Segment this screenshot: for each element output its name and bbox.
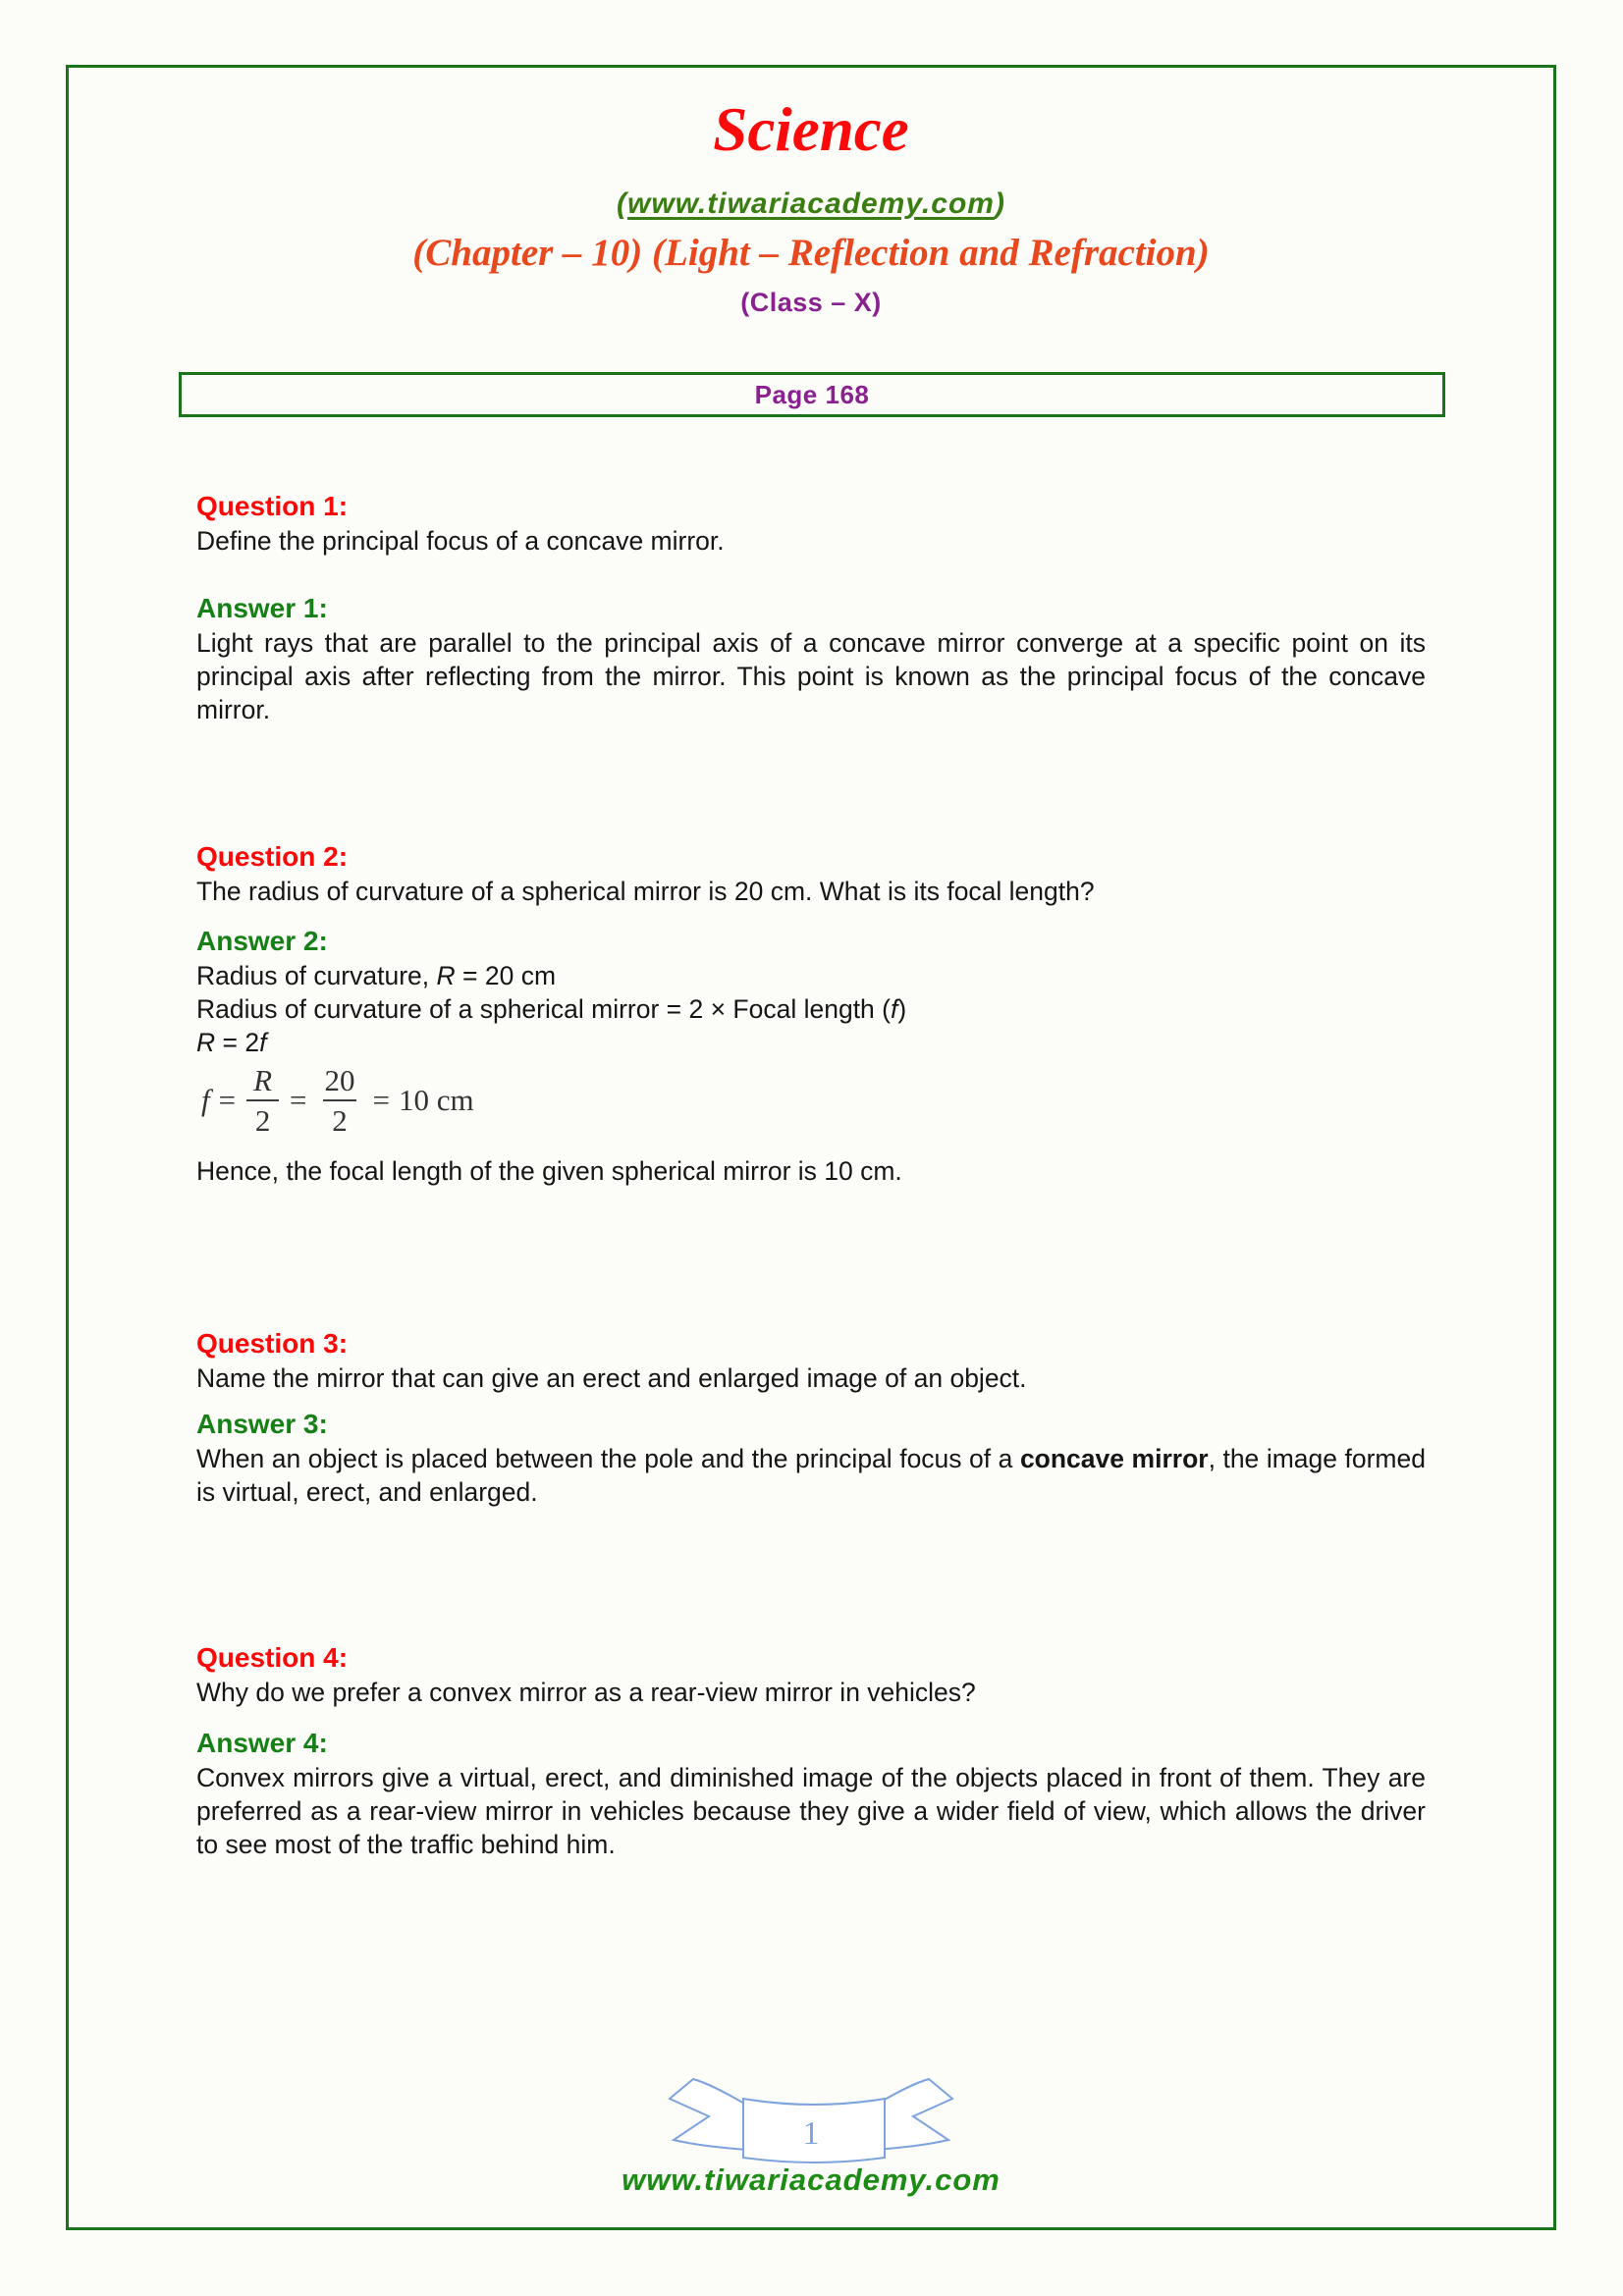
answer-1-text: Light rays that are parallel to the principal axis of a concave mirror converge at a specific point on its principal axis after reflecting from the mirror. This point is known as the principal focus of the concave mirror. [196, 628, 1426, 724]
site-link-line [66, 187, 1556, 222]
answer-3-bold-term: concave mirror [1019, 1444, 1209, 1473]
answer-2-label: Answer 2: [196, 926, 328, 956]
question-3-label: Question 3: [196, 1328, 349, 1359]
question-2-text: The radius of curvature of a spherical mirror is 20 cm. What is its focal length? [196, 877, 1095, 906]
question-4-text: Why do we prefer a convex mirror as a rear-view mirror in vehicles? [196, 1678, 976, 1707]
focal-length-formula [201, 1064, 474, 1138]
fraction-R-over-2: $\frac{R}{2}$ [244, 1064, 281, 1138]
answer-2-line-3: R = 2f [196, 1028, 267, 1057]
answer-4-section [196, 1726, 1426, 1861]
question-2-section [196, 839, 1426, 908]
site-link[interactable]: www.tiwariacademy.com [627, 187, 995, 220]
footer-site-link[interactable]: www.tiwariacademy.com [622, 2163, 1001, 2197]
question-4-label: Question 4: [196, 1642, 349, 1673]
formula-result: 10 cm [399, 1083, 474, 1118]
ribbon-right-tail [876, 2079, 952, 2150]
site-link-suffix: ) [994, 187, 1005, 220]
question-4-section [196, 1640, 1426, 1709]
variable-f: f [259, 1028, 267, 1057]
answer-2-section [196, 924, 1426, 1059]
variable-R: R [196, 1028, 216, 1057]
site-link-prefix: ( [617, 187, 628, 220]
fraction-20-over-2: $\frac{20}{2}$ [324, 1063, 355, 1139]
page-number-ribbon [664, 2073, 958, 2171]
answer-4-text: Convex mirrors give a virtual, erect, and diminished image of the objects placed in front of them. They are preferred as a rear-view mirror in vehicles because they give a wider field of view, which allows the driver to see most of the traffic behind him. [196, 1763, 1426, 1859]
answer-3-section [196, 1407, 1426, 1509]
page-banner [179, 372, 1445, 417]
answer-4-label: Answer 4: [196, 1728, 328, 1758]
answer-3-text: When an object is placed between the pole and the principal focus of a concave mirror, the image formed is virtual, erect, and enlarged. [196, 1444, 1426, 1507]
formula-lhs: f [201, 1083, 210, 1118]
answer-2-line-2: Radius of curvature of a spherical mirror = 2 × Focal length (f) [196, 994, 907, 1024]
answer-1-section [196, 591, 1426, 726]
ribbon-left-tail [670, 2079, 746, 2150]
equals-sign: = [290, 1083, 307, 1118]
variable-f: f [891, 994, 898, 1024]
chapter-title: (Chapter – 10) (Light – Reflection and Refraction) [412, 232, 1210, 274]
equals-sign: = [372, 1083, 391, 1118]
question-3-text: Name the mirror that can give an erect and enlarged image of an object. [196, 1363, 1027, 1393]
question-3-section [196, 1326, 1426, 1395]
answer-2-conclusion: Hence, the focal length of the given spherical mirror is 10 cm. [196, 1156, 902, 1186]
question-1-section [196, 489, 1426, 558]
class-line: (Class – X) [740, 288, 882, 317]
page-banner-label: Page 168 [754, 380, 870, 409]
variable-R: R [436, 961, 456, 990]
question-1-text: Define the principal focus of a concave mirror. [196, 526, 725, 556]
page-number: 1 [802, 2115, 820, 2152]
question-2-label: Question 2: [196, 841, 349, 872]
answer-2-line-1: Radius of curvature, R = 20 cm [196, 961, 557, 990]
equals-sign: = [218, 1083, 237, 1118]
question-1-label: Question 1: [196, 491, 349, 521]
answer-1-label: Answer 1: [196, 593, 328, 623]
answer-3-label: Answer 3: [196, 1409, 328, 1439]
doc-title: Science [713, 95, 909, 164]
